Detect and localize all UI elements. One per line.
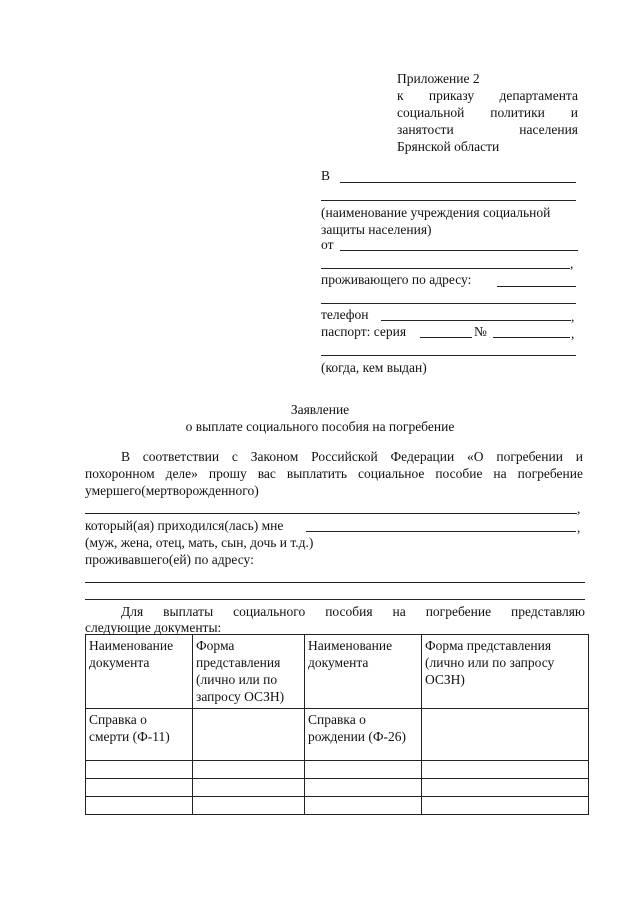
relation-field-line[interactable] (306, 531, 576, 532)
institution-caption-1: (наименование учреждения социальной (321, 205, 551, 220)
header-text: Форма (196, 638, 235, 653)
table-cell[interactable] (305, 779, 422, 797)
appendix-line-4: занятости населения (397, 122, 578, 137)
cell-text: Справка о (89, 712, 147, 727)
appendix-line-2: к приказу департамента (397, 88, 578, 103)
from-comma: , (570, 256, 574, 271)
header-text: (лично или по (196, 672, 278, 687)
phone-field-line[interactable] (381, 320, 571, 321)
from-field-line[interactable] (340, 250, 578, 251)
phone-label: телефон (321, 307, 369, 322)
table-cell[interactable] (86, 761, 193, 779)
table-row (86, 761, 589, 779)
document-title: Заявление (290, 402, 350, 417)
header-text: документа (308, 655, 369, 670)
header-text: Наименование (308, 638, 393, 653)
issued-caption: (когда, кем выдан) (321, 360, 427, 375)
residing-field-line-2[interactable] (321, 303, 576, 304)
table-row (86, 709, 589, 761)
cell-text: смерти (Ф-11) (89, 729, 170, 744)
issued-field-line[interactable] (321, 355, 576, 356)
table-cell[interactable] (86, 797, 193, 815)
table-cell (305, 709, 422, 761)
document-subtitle: о выплате социального пособия на погребение (185, 419, 455, 434)
docs-intro-line-1: Для выплаты социального пособия на погребение представляю (121, 604, 585, 619)
paragraph-line-2: похоронном деле» прошу вас выплатить социальное пособие на погребение (85, 466, 583, 481)
table-row (86, 797, 589, 815)
table-cell[interactable] (193, 779, 305, 797)
table-cell[interactable] (193, 709, 305, 761)
table-header-row (86, 635, 589, 709)
residing-label: проживающего по адресу: (321, 272, 472, 287)
address-field-line-2[interactable] (85, 599, 585, 600)
relation-label: который(ая) приходился(лась) мне (85, 518, 284, 533)
header-text: Наименование (89, 638, 174, 653)
passport-label: паспорт: серия (321, 324, 407, 339)
passport-series-line[interactable] (420, 337, 472, 338)
residing-field-line[interactable] (497, 286, 576, 287)
table-cell[interactable] (193, 797, 305, 815)
header-text: документа (89, 655, 150, 670)
header-text: представления (196, 655, 281, 670)
header-cell (86, 635, 193, 709)
number-sign: № (474, 324, 487, 339)
deceased-comma: , (577, 501, 581, 516)
appendix-line-5: Брянской области (397, 139, 500, 154)
paragraph-line-3: умершего(мертворожденного) (85, 483, 259, 498)
appendix-line-1: Приложение 2 (397, 71, 480, 86)
table-cell[interactable] (305, 797, 422, 815)
header-text: Форма представления (425, 638, 552, 653)
relation-hint: (муж, жена, отец, мать, сын, дочь и т.д.) (85, 535, 314, 550)
table-row (86, 779, 589, 797)
docs-intro-line-2: следующие документы: (85, 620, 222, 635)
header-text: ОСЗН) (425, 672, 465, 687)
passport-number-line[interactable] (493, 337, 570, 338)
documents-table (85, 634, 589, 815)
cell-text: Справка о (308, 712, 366, 727)
header-text: (лично или по запросу (425, 655, 555, 670)
relation-comma: , (577, 520, 581, 535)
table-cell[interactable] (422, 797, 589, 815)
address-field-line-1[interactable] (85, 582, 585, 583)
passport-comma: , (571, 326, 575, 341)
appendix-line-3: социальной политики и (397, 105, 578, 120)
institution-caption-2: защиты населения) (321, 222, 432, 237)
header-cell (422, 635, 589, 709)
phone-comma: , (571, 309, 575, 324)
header-text: запросу ОСЗН) (196, 689, 285, 704)
to-field-line[interactable] (340, 182, 576, 183)
header-cell (305, 635, 422, 709)
table-cell[interactable] (422, 779, 589, 797)
address-label: проживавшего(ей) по адресу: (85, 552, 254, 567)
header-cell (193, 635, 305, 709)
table-cell[interactable] (86, 779, 193, 797)
deceased-name-line[interactable] (85, 513, 577, 514)
cell-text: рождении (Ф-26) (308, 729, 407, 744)
table-cell[interactable] (305, 761, 422, 779)
from-field-line-2[interactable] (321, 268, 570, 269)
table-cell[interactable] (193, 761, 305, 779)
institution-line[interactable] (321, 200, 576, 201)
paragraph-line-1: В соответствии с Законом Российской Федерации «О погребении и (121, 449, 583, 464)
from-label: от (321, 237, 334, 252)
table-cell[interactable] (422, 761, 589, 779)
table-cell (86, 709, 193, 761)
to-label: В (321, 168, 331, 183)
table-cell[interactable] (422, 709, 589, 761)
